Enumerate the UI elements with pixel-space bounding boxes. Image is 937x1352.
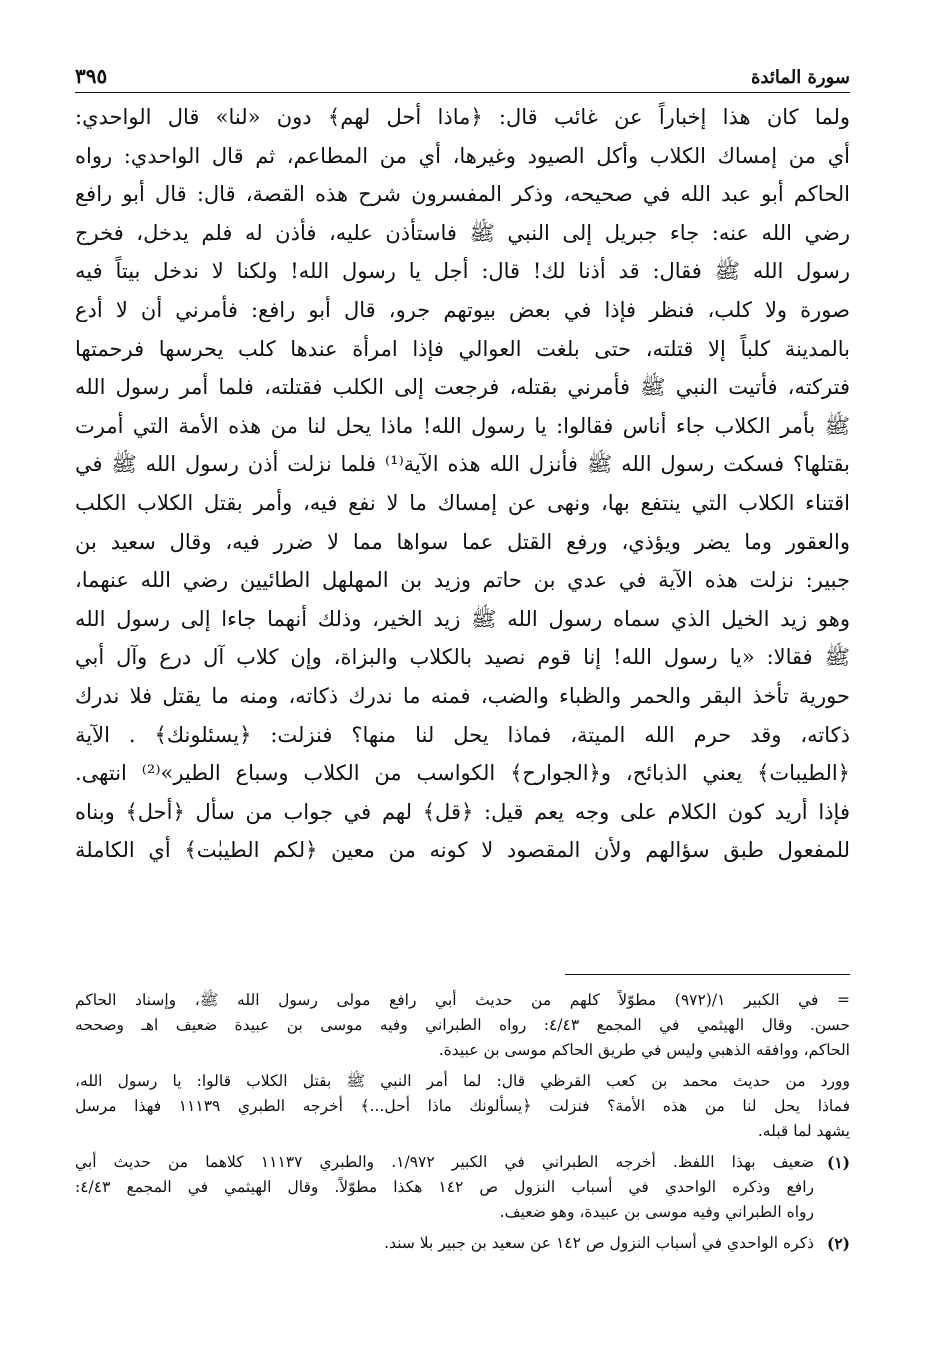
- text-line: ولما كان هذا إخباراً عن غائب قال: ﴿ماذا أحل لهم﴾ دون «لنا» قال الواحدي:: [75, 105, 850, 129]
- footnote-extra: [75, 1069, 850, 1144]
- text-line: ﷺ بأمر الكلاب جاء أناس فقالوا: يا رسول الله! ماذا يحل لنا من هذه الأمة التي أمرت: [75, 413, 850, 438]
- text-line: جبير: نزلت هذه الآية في عدي بن حاتم وزيد بن المهلهل الطائيين رضي الله عنهما،: [75, 568, 850, 593]
- footnote-1: [75, 1150, 850, 1225]
- footnote-line: ذكره الواحدي في أسباب النزول ص ١٤٢ عن سعيد بن جبير بلا سند.: [384, 1234, 814, 1252]
- text-line: بالمدينة كلباً إلا قتلته، حتى بلغت العوالي فإذا امرأة عندها كلب يحرسها فرحمتها: [75, 336, 850, 361]
- text-line: رضي الله عنه: جاء جبريل إلى النبي ﷺ فاستأذن عليه، فأذن له فلم يدخل، فخرج: [75, 220, 850, 245]
- footnote-continuation: [75, 988, 850, 1063]
- footnote-line: = في الكبير ١/(٩٧٢) مطوّلاً كلهم من حديث أبي رافع مولى رسول الله ﷺ، وإسناد الحاكم: [75, 991, 850, 1009]
- main-text-body: [75, 98, 850, 870]
- text-line: ﷺ فقالا: «يا رسول الله! إنا قوم نصيد بالكلاب والبزاة، وإن كلاب آل درع وآل أبي: [75, 645, 850, 670]
- text-line: وهو زيد الخيل الذي سماه رسول الله ﷺ زيد الخير، وذلك أنهما جاءا إلى رسول الله: [75, 606, 850, 631]
- page-header: [75, 56, 850, 93]
- text-line: والعقور وما يضر ويؤذي، ورفع القتل عما سواها مما لا ضرر فيه، وقال سعيد بن: [75, 529, 850, 554]
- footnote-2: [75, 1231, 850, 1256]
- text-line: حورية تأخذ البقر والحمر والظباء والضب، فمنه ما ندرك ذكاته، ومنه ما يقتل فلا ندرك: [75, 683, 850, 708]
- footnote-line: فماذا يحل لنا من هذه الأمة؟ فنزلت ﴿يسألونك ماذا أحل...﴾ أخرجه الطبري ١١١٣٩ فهذا مرسل: [75, 1097, 850, 1115]
- text-line: فإذا أريد كون الكلام على وجه يعم قيل: ﴿قل﴾ لهم في جواب من سأل ﴿أحل﴾ وبناه: [75, 799, 850, 824]
- footnote-number: (١): [826, 1153, 850, 1172]
- footnote-body: [75, 1150, 814, 1225]
- text-line: ﴿الطيبات﴾ يعني الذبائح، و﴿الجوارح﴾ الكواسب من الكلاب وسباع الطير»⁽²⁾ انتهى.: [75, 761, 850, 786]
- surah-title: سورة المائدة: [750, 67, 850, 88]
- text-line: الحاكم أبو عبد الله في صحيحه، وذكر المفسرون شرح هذه القصة، قال: قال أبو رافع: [75, 182, 850, 207]
- footnotes: [75, 988, 850, 1262]
- footnote-line: يشهد لما قبله.: [757, 1122, 850, 1140]
- text-line: رسول الله ﷺ فقال: قد أذنا لك! قال: أجل يا رسول الله! ولكنا لا ندخل بيتاً فيه: [75, 259, 850, 284]
- footnote-divider: [565, 974, 850, 975]
- footnote-number: (٢): [826, 1234, 850, 1253]
- footnote-line: الحاكم، ووافقه الذهبي وليس في طريق الحاكم موسى بن عبيدة.: [438, 1041, 850, 1059]
- footnote-body: [75, 1231, 814, 1256]
- text-line: صورة ولا كلب، فنظر فإذا في بعض بيوتهم جرو، قال أبو رافع: فأمرني أن لا أدع: [75, 297, 850, 322]
- text-line: للمفعول طبق سؤالهم ولأن المقصود لا كونه من معين ﴿لكم الطيبٰت﴾ أي الكاملة: [75, 838, 850, 863]
- text-line: فتركته، فأتيت النبي ﷺ فأمرني بقتله، فرجعت إلى الكلب فقتلته، فلما أمر رسول الله: [75, 375, 850, 400]
- page-number: ٣٩٥: [75, 64, 108, 88]
- text-line: بقتلها؟ فسكت رسول الله ﷺ فأنزل الله هذه الآية⁽¹⁾ فلما نزلت أذن رسول الله ﷺ في: [75, 452, 850, 477]
- footnote-line: رافع وذكره الواحدي في أسباب النزول ص ١٤٢ هكذا مطوّلاً. وقال الهيثمي في المجمع ٤/٤٣:: [75, 1178, 814, 1196]
- footnote-line: رواه الطبراني وفيه موسى بن عبيدة، وهو ضعيف.: [499, 1203, 814, 1221]
- footnote-line: ضعيف بهذا اللفظ. أخرجه الطبراني في الكبير ١/٩٧٢. والطبري ١١١٣٧ كلاهما من حديث أبي: [75, 1153, 814, 1171]
- text-line: أي من إمساك الكلاب وأكل الصيود وغيرها، أي من المطاعم، ثم قال الواحدي: رواه: [75, 143, 850, 168]
- text-line: ذكاته، وقد حرم الله الميتة، فماذا يحل لنا منها؟ فنزلت: ﴿يسئلونك﴾ . الآية: [75, 722, 850, 747]
- footnote-line: وورد من حديث محمد بن كعب القرظي قال: لما أمر النبي ﷺ بقتل الكلاب قالوا: يا رسول الله،: [75, 1072, 850, 1090]
- text-line: اقتناء الكلاب التي ينتفع بها، ونهى عن إمساك ما لا نفع فيه، وأمر بقتل الكلاب الكلب: [75, 490, 850, 515]
- footnote-line: حسن. وقال الهيثمي في المجمع ٤/٤٣: رواه الطبراني وفيه موسى بن عبيدة ضعيف اهـ وصححه: [75, 1016, 850, 1034]
